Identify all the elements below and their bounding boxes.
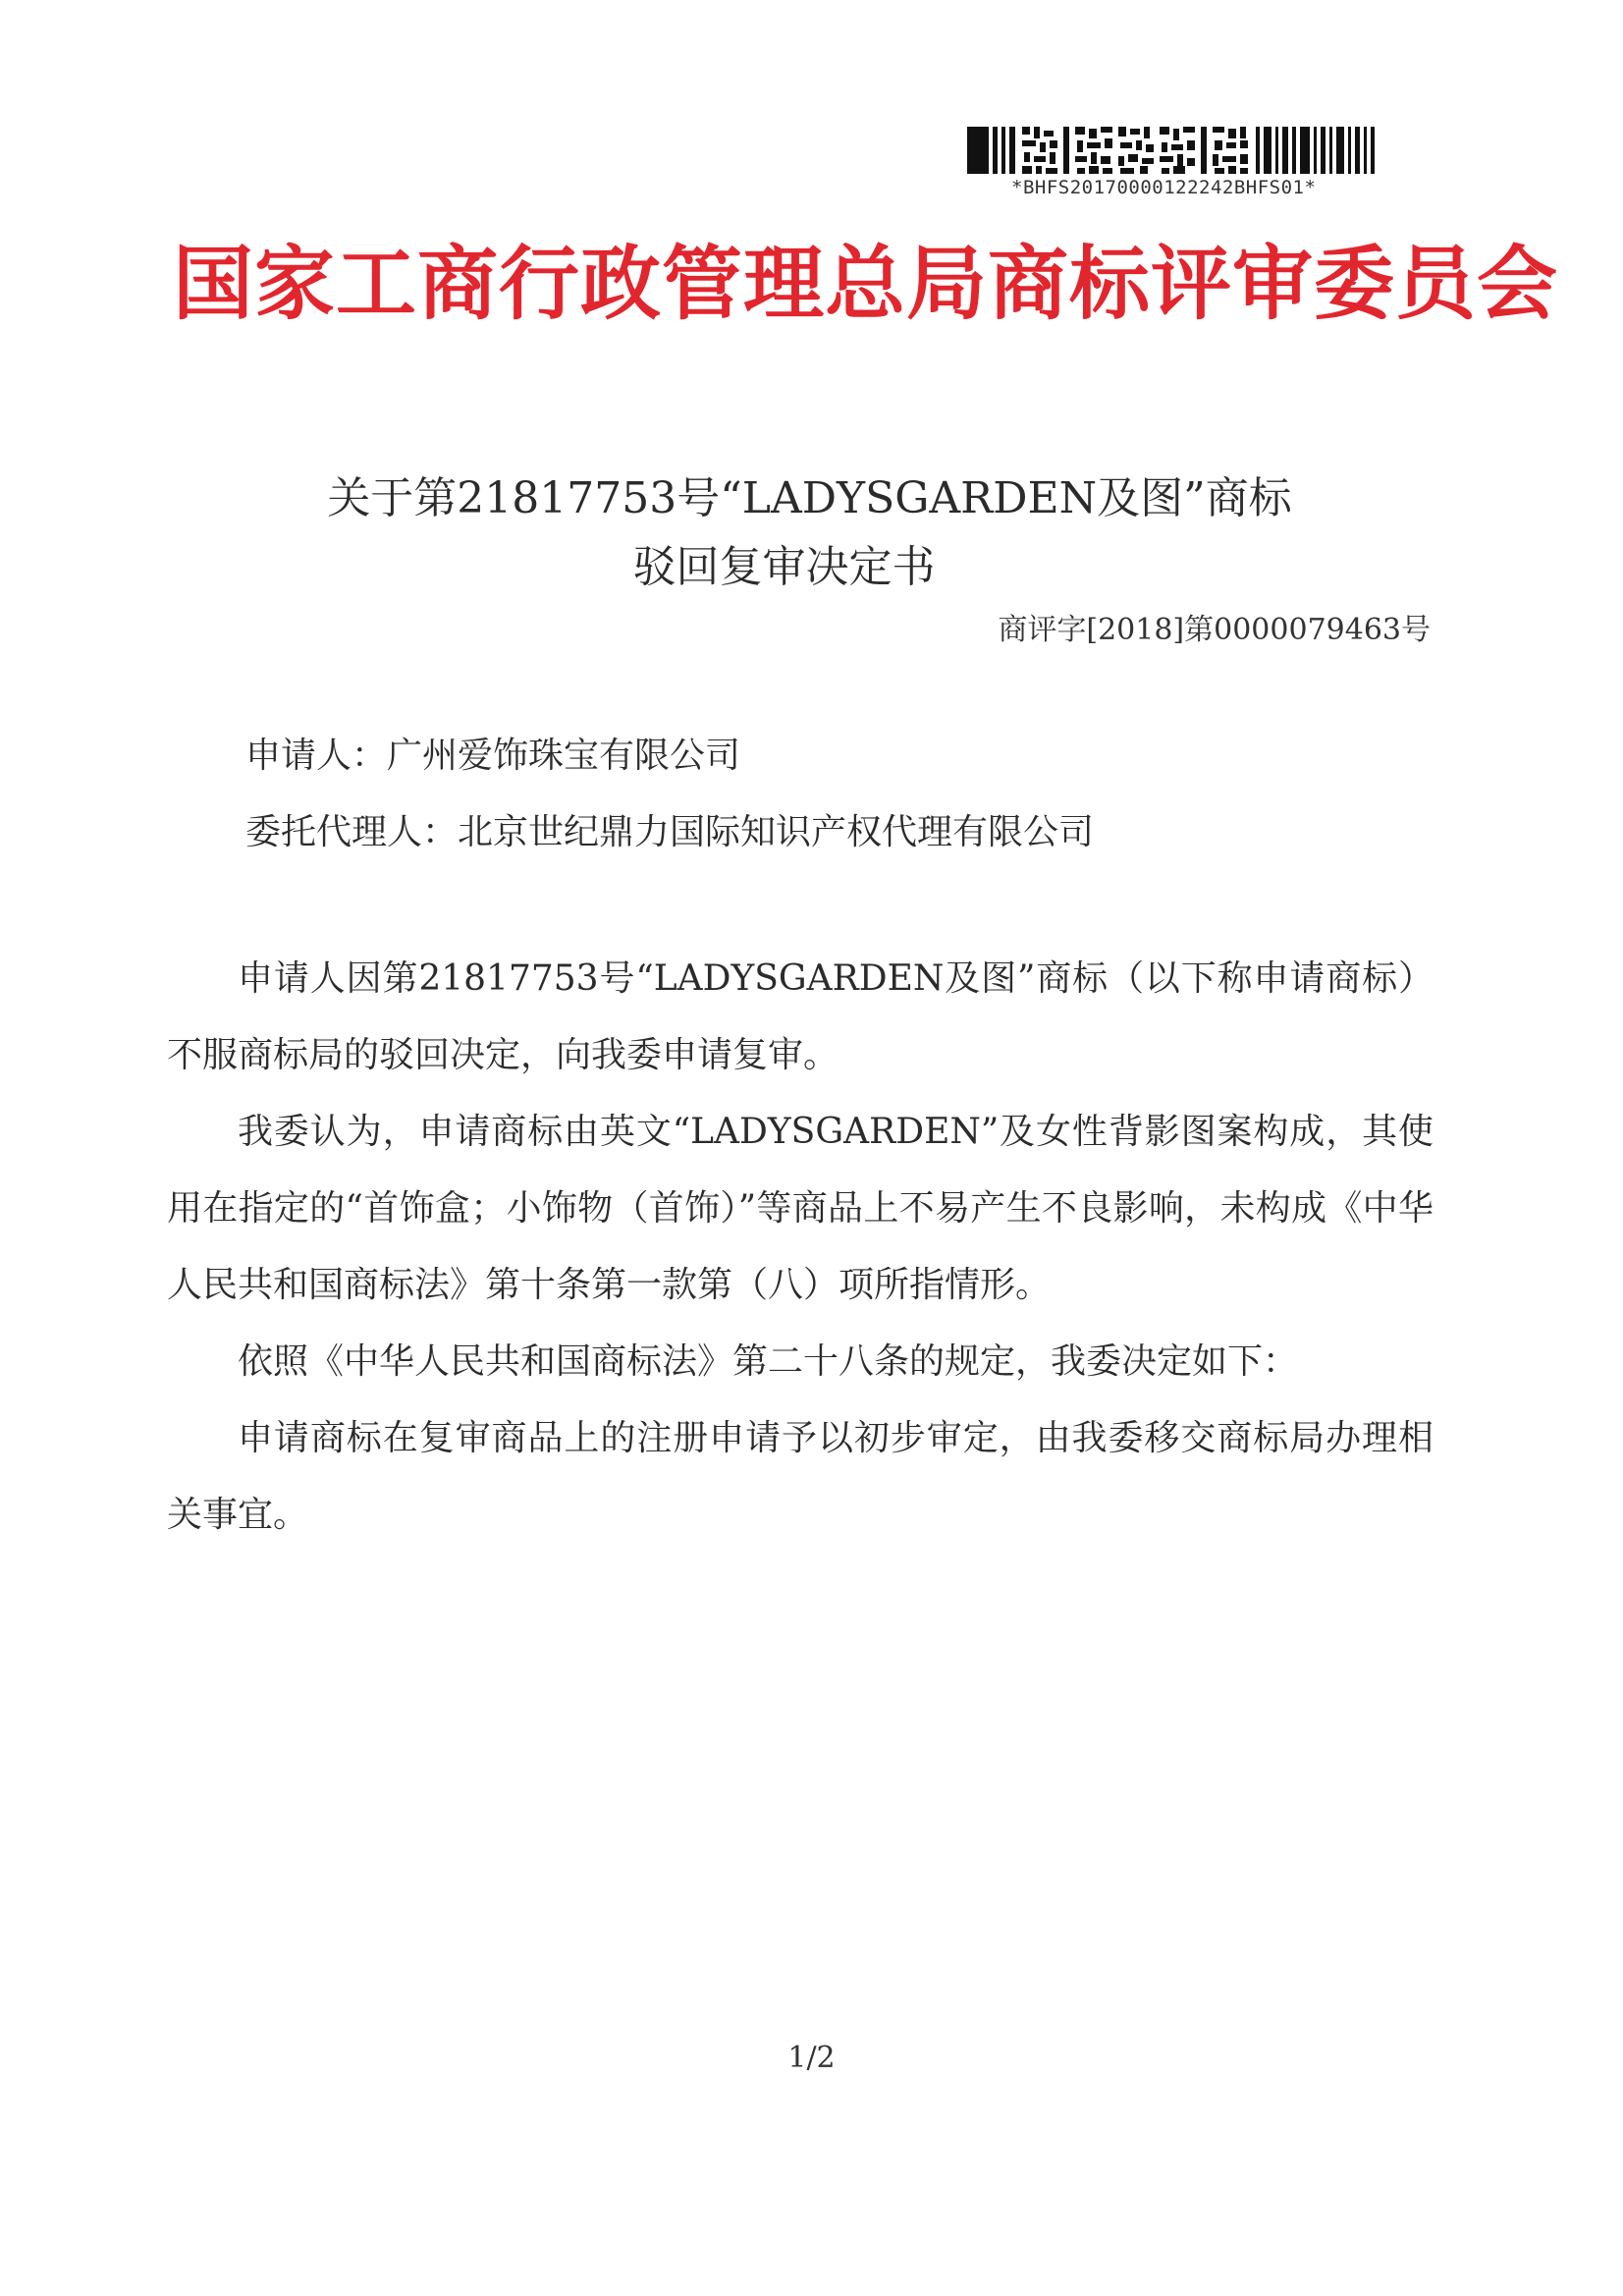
body-paragraph-3	[167, 1324, 1434, 1400]
body-paragraph-4	[167, 1400, 1434, 1554]
paragraph-text: 申请商标在复审商品上的注册申请予以初步审定，由我委移交商标局办理相关事宜。	[167, 1418, 1434, 1535]
paragraph-text: 申请人因第21817753号“LADYSGARDEN及图”商标（以下称申请商标）不服商标局的驳回决定，向我委申请复审。	[167, 958, 1434, 1075]
page-number: 1/2	[787, 2041, 836, 2075]
body-paragraph-2	[167, 1094, 1434, 1324]
organization-title: 国家工商行政管理总局商标评审委员会	[173, 238, 1559, 331]
barcode-number: *BHFS20170000122242BHFS01*	[1011, 177, 1317, 198]
barcode-graphic	[967, 123, 1380, 178]
reference-number: 商评字[2018]第0000079463号	[998, 613, 1431, 647]
paragraph-text: 依照《中华人民共和国商标法》第二十八条的规定，我委决定如下：	[238, 1341, 1299, 1382]
agent-line: 委托代理人：北京世纪鼎力国际知识产权代理有限公司	[245, 812, 1095, 852]
document-title-line1: 关于第21817753号“LADYSGARDEN及图”商标	[327, 473, 1292, 523]
applicant-line: 申请人：广州爱饰珠宝有限公司	[245, 736, 741, 776]
paragraph-text: 我委认为，申请商标由英文“LADYSGARDEN”及女性背影图案构成，其使用在指定的“首饰盒；小饰物（首饰）”等商品上不易产生不良影响，未构成《中华人民共和国商标法》第十条第一款第（八）项所指情形。	[167, 1112, 1434, 1305]
document-title-line2: 驳回复审决定书	[632, 542, 936, 592]
body-paragraph-1	[167, 941, 1434, 1094]
